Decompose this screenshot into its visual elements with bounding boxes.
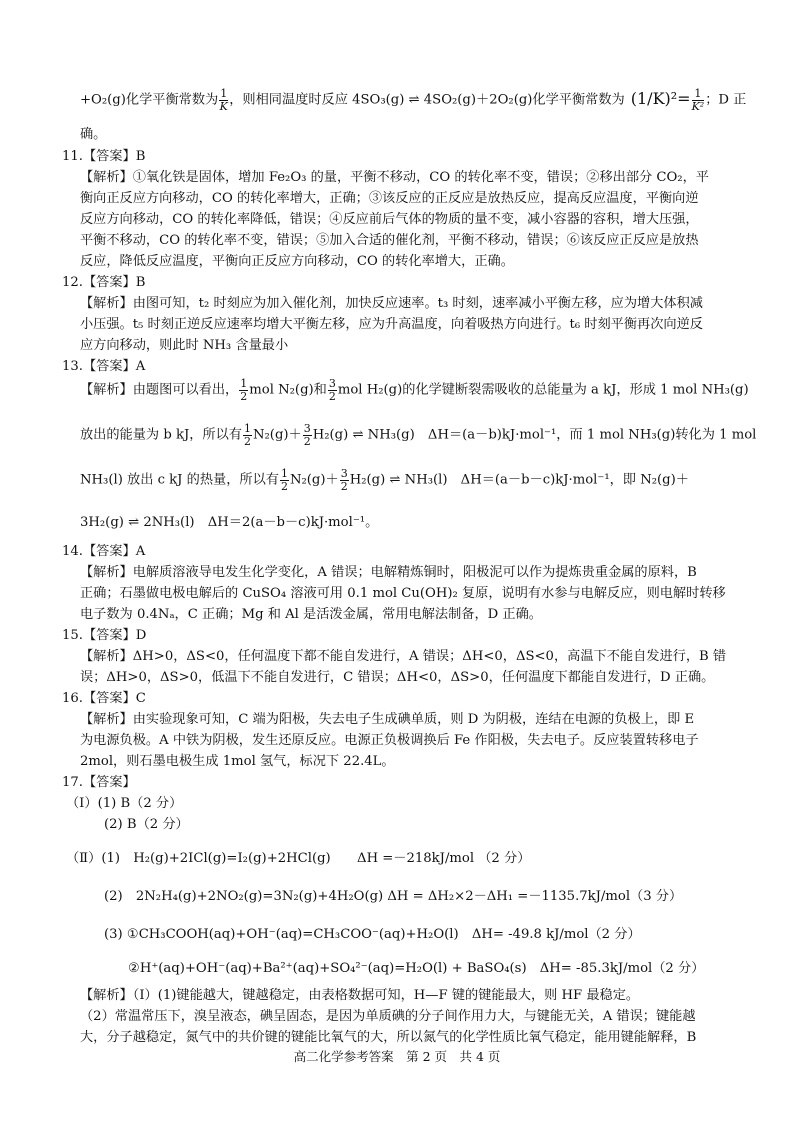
fraction <box>303 423 312 447</box>
text-segment: N₂(g)＋ <box>289 472 339 488</box>
answer-17-item: ②H⁺(aq)+OH⁻(aq)+Ba²⁺(aq)+SO₄²⁻(aq)=H₂O(l) + BaSO₄(s) ΔH= -85.3kJ/mol（2 分） <box>128 961 705 976</box>
analysis-11-line: 反应方向移动，CO 的转化率降低，错误；④反应前后气体的物质的量不变，减小容器的容积，增大压强， <box>80 212 699 227</box>
answer-16: 16.【答案】C <box>62 691 146 706</box>
numerator: 3 <box>328 377 336 390</box>
denominator: K <box>219 99 228 113</box>
fraction <box>692 88 705 112</box>
numerator: 1 <box>692 88 705 101</box>
analysis-17-line: 【解析】（Ⅰ）(1)键能越大，键越稳定，由表格数据可知，H—F 键的键能最大，则 HF 最稳定。 <box>80 988 640 1003</box>
analysis-15-line: 误；ΔH>0，ΔS>0，低温下不能自发进行，C 错误；ΔH<0，ΔS>0，任何温度下都能自发进行，D 正确。 <box>80 670 715 685</box>
analysis-13-line: 3H₂(g) ⇌ 2NH₃(l) ΔH＝2(a－b－c)kJ·mol⁻¹。 <box>80 515 379 530</box>
analysis-15-line: 【解析】ΔH>0，ΔS<0，任何温度下都不能自发进行，A 错误；ΔH<0，ΔS<0，高温下不能自发进行，B 错 <box>80 649 727 664</box>
numerator: 3 <box>340 467 348 480</box>
denominator: 2 <box>328 389 336 403</box>
analysis-13-line <box>80 378 749 402</box>
text-segment: N₂(g)＋ <box>252 427 302 443</box>
answer-17-item: （Ⅰ）(1) B（2 分） <box>66 796 183 811</box>
analysis-14-line: 正确；石墨做电极电解后的 CuSO₄ 溶液可用 0.1 mol Cu(OH)₂ 复原，说明有水参与电解反应，则电解时转移 <box>80 586 726 601</box>
text-line: 确。 <box>80 127 107 142</box>
analysis-17-line: 大，分子越稳定，氮气中的共价键的键能比氧气的大，所以氮气的化学性质比氧气稳定，能用键能解释，B <box>80 1030 697 1045</box>
analysis-14-line: 电子数为 0.4Nₐ，C 正确；Mg 和 Al 是活泼金属，常用电解法制备，D 正确。 <box>80 607 542 622</box>
denominator: K² <box>691 99 705 113</box>
eq-line-1 <box>80 88 746 112</box>
fraction <box>243 423 252 447</box>
analysis-11-line: 平衡不移动，CO 的转化率不变，错误；⑤加入合适的催化剂，平衡不移动，错误；⑥该反应正反应是放热 <box>80 233 699 248</box>
numerator: 1 <box>240 377 248 390</box>
analysis-13-line <box>80 423 756 447</box>
text-segment: ，则相同温度时反应 4SO₃(g) ⇌ 4SO₂(g)＋2O₂(g)化学平衡常数为 <box>229 92 625 108</box>
answer-17-item: (3) ①CH₃COOH(aq)+OH⁻(aq)=CH₃COO⁻(aq)+H₂O(l) ΔH= -49.8 kJ/mol（2 分） <box>104 927 641 942</box>
text-segment: NH₃(l) 放出 c kJ 的热量，所以有 <box>80 472 279 488</box>
analysis-11-line: 反应，降低反应温度，平衡向正反应方向移动，CO 的转化率增大，正确。 <box>80 254 514 269</box>
fraction <box>340 468 349 492</box>
analysis-12-line: 应方向移动，则此时 NH₃ 含量最小 <box>80 338 289 353</box>
answer-15: 15.【答案】D <box>62 628 147 643</box>
text-segment: H₂(g) ⇌ NH₃(g) ΔH＝(a－b)kJ·mol⁻¹，而 1 mol NH₃(g)转化为 1 mol <box>312 427 757 443</box>
denominator: 2 <box>243 434 251 448</box>
text-segment: H₂(g) ⇌ NH₃(l) ΔH＝(a－b－c)kJ·mol⁻¹，即 N₂(g)＋ <box>349 472 689 488</box>
text-segment: ；D 正 <box>705 92 747 108</box>
text-segment: mol N₂(g)和 <box>249 382 327 398</box>
analysis-16-line: 【解析】由实验现象可知，C 端为阳极，失去电子生成碘单质，则 D 为阴极，连结在电源的负极上，即 E <box>80 712 695 727</box>
numerator: 1 <box>243 422 251 435</box>
answer-14: 14.【答案】A <box>62 544 146 559</box>
numerator: 1 <box>280 467 288 480</box>
denominator: 2 <box>280 479 288 493</box>
answer-11: 11.【答案】B <box>62 149 146 164</box>
analysis-11-line: 衡向正反应方向移动，CO 的转化率增大，正确；③该反应的正反应是放热反应，提高反应温度，平衡向逆 <box>80 191 699 206</box>
text-segment: (1/K)²= <box>630 88 691 108</box>
answer-17-item: （Ⅱ）(1) H₂(g)+2ICl(g)=I₂(g)+2HCl(g) ΔH =－218kJ/mol （2 分） <box>66 851 531 866</box>
denominator: 2 <box>303 434 311 448</box>
page-footer: 高二化学参考答案 第 2 页 共 4 页 <box>293 1049 501 1064</box>
fraction <box>219 88 228 112</box>
analysis-16-line: 2mol，则石墨电极生成 1mol 氢气，标况下 22.4L。 <box>80 754 395 769</box>
text-segment: +O₂(g)化学平衡常数为 <box>80 92 219 108</box>
text-segment: 【解析】由题图可以看出， <box>80 382 239 398</box>
answer-12: 12.【答案】B <box>62 275 146 290</box>
fraction <box>239 378 248 402</box>
analysis-17-line: （2）常温常压下，溴呈液态，碘呈固态，是因为单质碘的分子间作用力大，与键能无关，A 错误；键能越 <box>80 1009 696 1024</box>
analysis-16-line: 为电源负极。A 中铁为阴极，发生还原反应。电源正负极调换后 Fe 作阳极，失去电子。反应装置转移电子 <box>80 733 699 748</box>
text-segment: 放出的能量为 b kJ，所以有 <box>80 427 242 443</box>
fraction <box>280 468 289 492</box>
analysis-13-line <box>80 468 689 492</box>
denominator: 2 <box>340 479 348 493</box>
analysis-11-line: 【解析】①氧化铁是固体，增加 Fe₂O₃ 的量，平衡不移动，CO 的转化率不变，错误；②移出部分 CO₂，平 <box>80 170 709 185</box>
denominator: 2 <box>240 389 248 403</box>
answer-17: 17.【答案】 <box>62 775 136 790</box>
analysis-12-line: 小压强。t₅ 时刻正逆反应速率均增大平衡左移，应为升高温度，向着吸热方向进行。t₆ 时刻平衡再次向逆反 <box>80 317 703 332</box>
answer-17-item: (2) 2N₂H₄(g)+2NO₂(g)=3N₂(g)+4H₂O(g) ΔH = ΔH₂×2－ΔH₁ =－1135.7kJ/mol（3 分） <box>104 889 683 904</box>
text-segment: mol H₂(g)的化学键断裂需吸收的总能量为 a kJ，形成 1 mol NH₃(g) <box>337 382 749 398</box>
answer-13: 13.【答案】A <box>62 359 146 374</box>
numerator: 3 <box>303 422 311 435</box>
analysis-12-line: 【解析】由图可知，t₂ 时刻应为加入催化剂，加快反应速率。t₃ 时刻，速率减小平衡左移，应为增大体积减 <box>80 296 703 311</box>
analysis-14-line: 【解析】电解质溶液导电发生化学变化，A 错误；电解精炼铜时，阳极泥可以作为提炼贵重金属的原料，B <box>80 565 697 580</box>
fraction <box>328 378 337 402</box>
answer-17-item: (2) B（2 分） <box>104 817 189 832</box>
numerator: 1 <box>220 87 228 100</box>
